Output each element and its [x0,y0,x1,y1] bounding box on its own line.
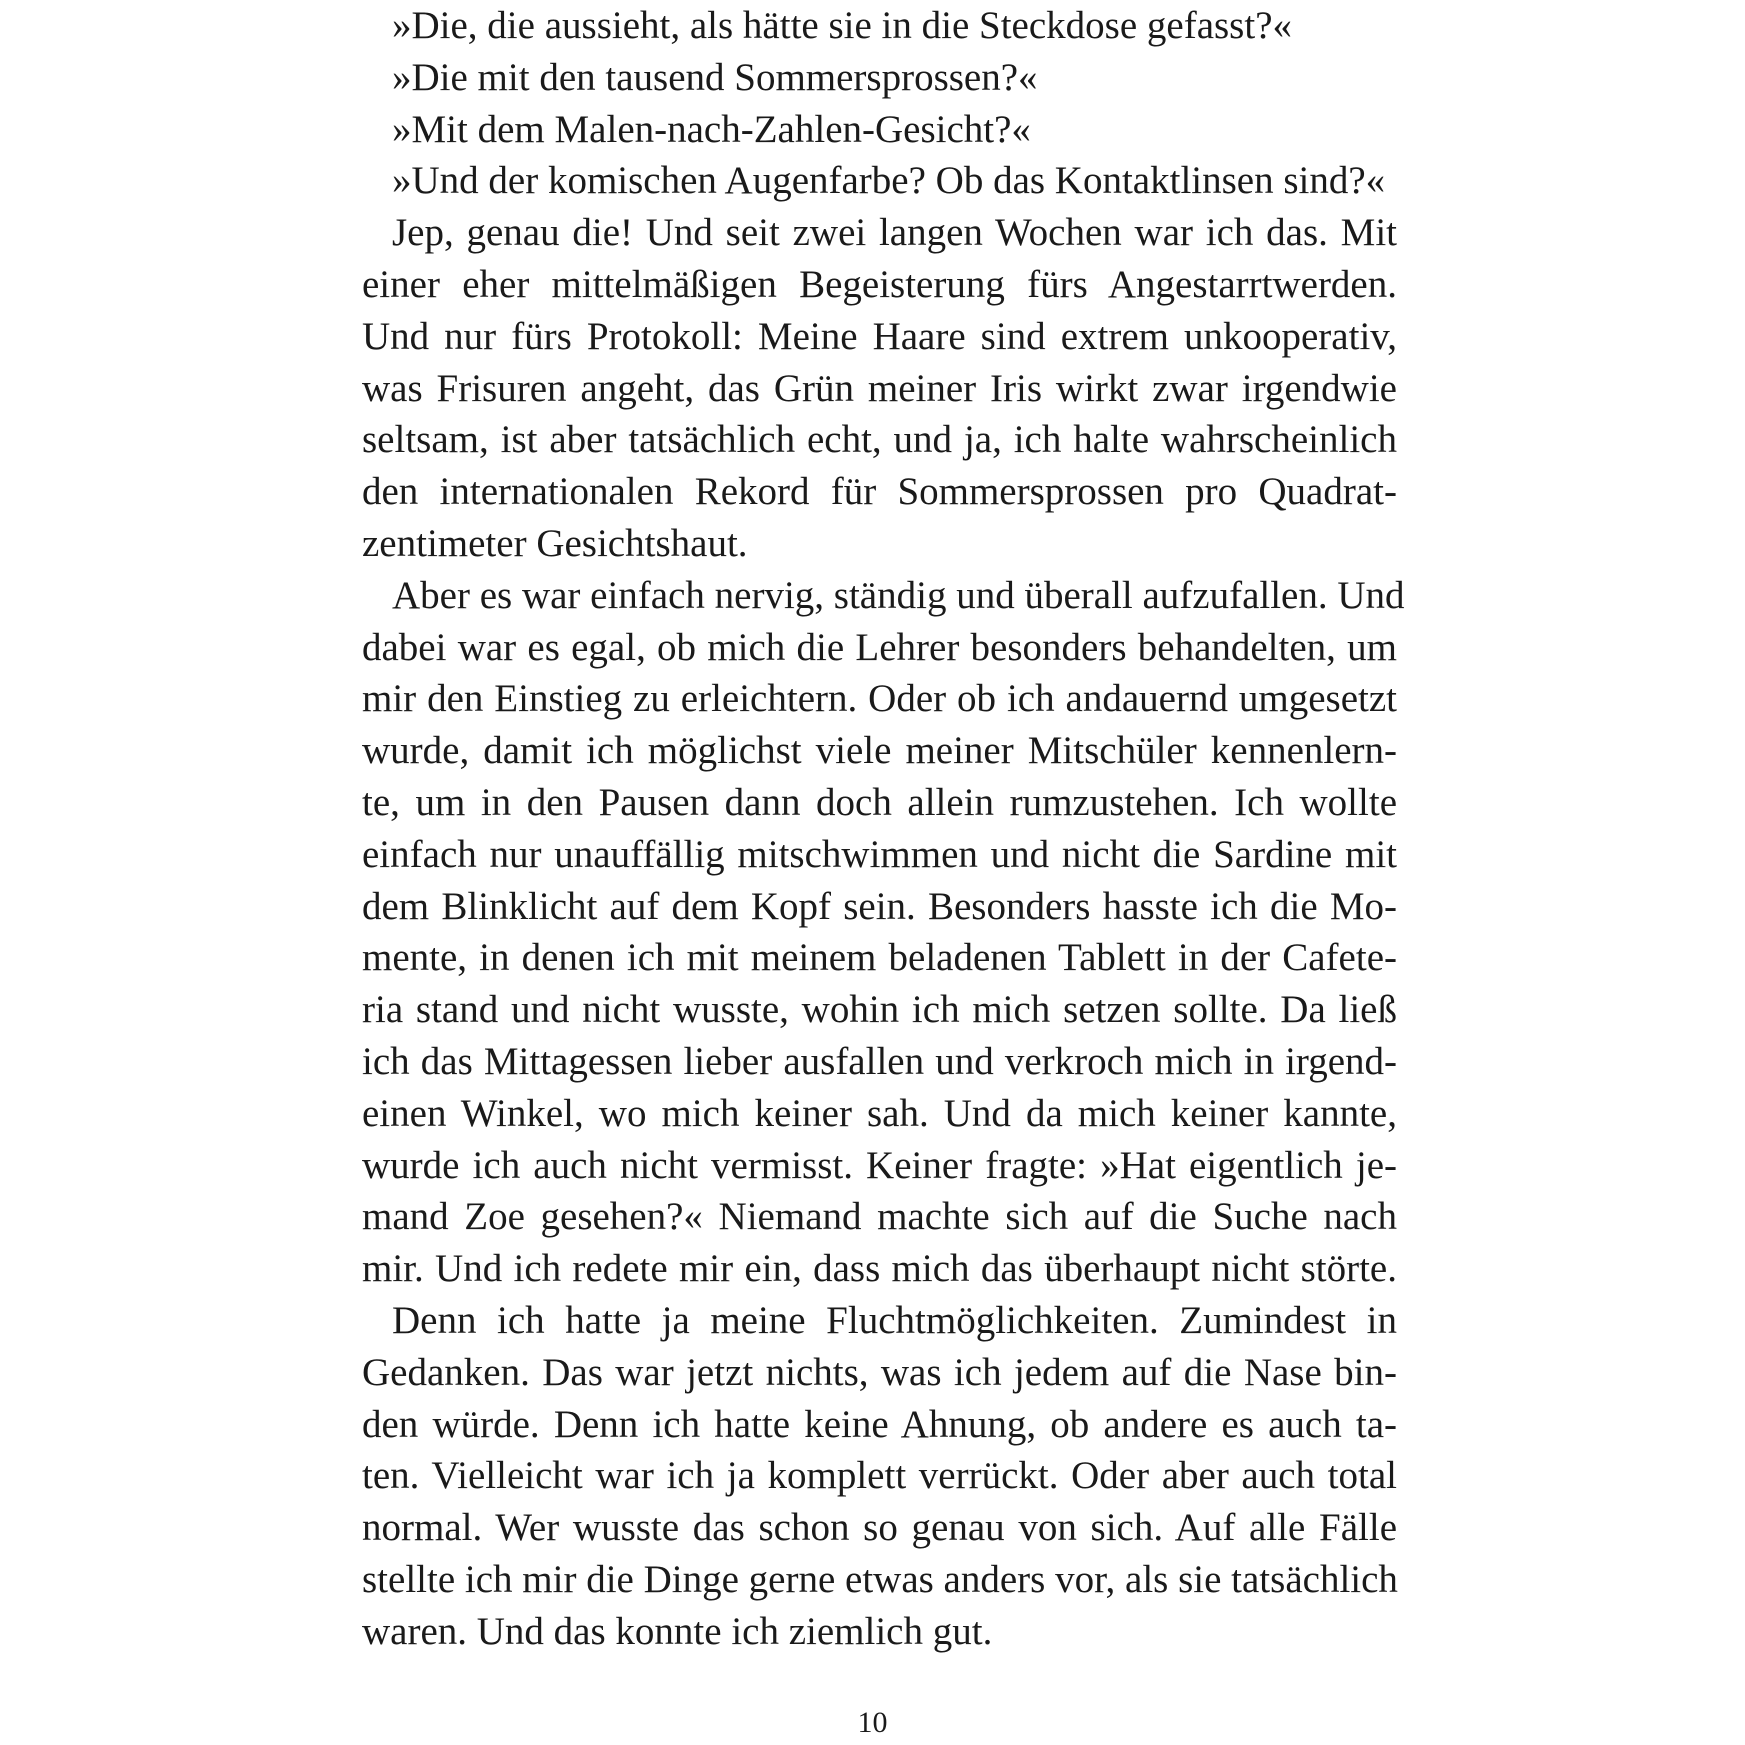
text-line: mir den Einstieg zu erleichtern. Oder ob ich andauernd umgesetzt [362,677,1397,721]
text-line: ten. Vielleicht war ich ja komplett verrückt. Oder aber auch total [362,1454,1397,1498]
text-line: dabei war es egal, ob mich die Lehrer besonders behandelten, um [362,625,1397,669]
text-line: wurde, damit ich möglichst viele meiner Mitschüler kennenlern- [362,729,1397,773]
text-line: dem Blinklicht auf dem Kopf sein. Besonders hasste ich die Mo- [362,884,1397,928]
text-line: einer eher mittelmäßigen Begeisterung fürs Angestarrtwerden. [362,262,1397,306]
text-line: seltsam, ist aber tatsächlich echt, und ja, ich halte wahrscheinlich [362,418,1397,462]
text-line: »Die, die aussieht, als hätte sie in die Steckdose gefasst?« [392,4,1293,47]
text-line: wurde ich auch nicht vermisst. Keiner fragte: »Hat eigentlich je- [362,1143,1397,1187]
text-line: zentimeter Gesichtshaut. [362,521,748,565]
text-line: Und nur fürs Protokoll: Meine Haare sind extrem unkooperativ, [362,314,1397,358]
text-line: mir. Und ich redete mir ein, dass mich das überhaupt nicht störte. [362,1247,1397,1291]
text-line: normal. Wer wusste das schon so genau von sich. Auf alle Fälle [362,1506,1397,1550]
text-line: mente, in denen ich mit meinem beladenen Tablett in der Cafete- [362,936,1397,980]
text-line: Aber es war einfach nervig, ständig und überall aufzufallen. Und [392,573,1405,617]
text-line: Jep, genau die! Und seit zwei langen Wochen war ich das. Mit [392,211,1397,255]
text-line: einfach nur unauffällig mitschwimmen und nicht die Sardine mit [362,832,1397,876]
text-line: was Frisuren angeht, das Grün meiner Iris wirkt zwar irgendwie [362,366,1397,410]
text-line: ich das Mittagessen lieber ausfallen und verkroch mich in irgend- [362,1039,1397,1083]
text-line: einen Winkel, wo mich keiner sah. Und da mich keiner kannte, [362,1091,1397,1135]
text-line: »Und der komischen Augenfarbe? Ob das Kontaktlinsen sind?« [392,159,1386,203]
text-line: waren. Und das konnte ich ziemlich gut. [362,1609,993,1653]
text-line: Denn ich hatte ja meine Fluchtmöglichkeiten. Zumindest in [392,1298,1397,1342]
text-line: den internationalen Rekord für Sommersprossen pro Quadrat- [362,470,1397,514]
text-line: »Mit dem Malen-nach-Zahlen-Gesicht?« [392,107,1031,151]
text-line: ria stand und nicht wusste, wohin ich mich setzen sollte. Da ließ [362,988,1397,1032]
text-line: te, um in den Pausen dann doch allein rumzustehen. Ich wollte [362,780,1397,824]
page-body-text [362,0,1405,1658]
text-line: stellte ich mir die Dinge gerne etwas anders vor, als sie tatsächlich [362,1557,1398,1601]
page-number: 10 [857,1706,888,1739]
text-line: »Die mit den tausend Sommersprossen?« [392,55,1038,99]
text-line: den würde. Denn ich hatte keine Ahnung, ob andere es auch ta- [362,1402,1397,1446]
text-line: Gedanken. Das war jetzt nichts, was ich jedem auf die Nase bin- [362,1350,1397,1394]
text-line: mand Zoe gesehen?« Niemand machte sich auf die Suche nach [362,1195,1397,1239]
